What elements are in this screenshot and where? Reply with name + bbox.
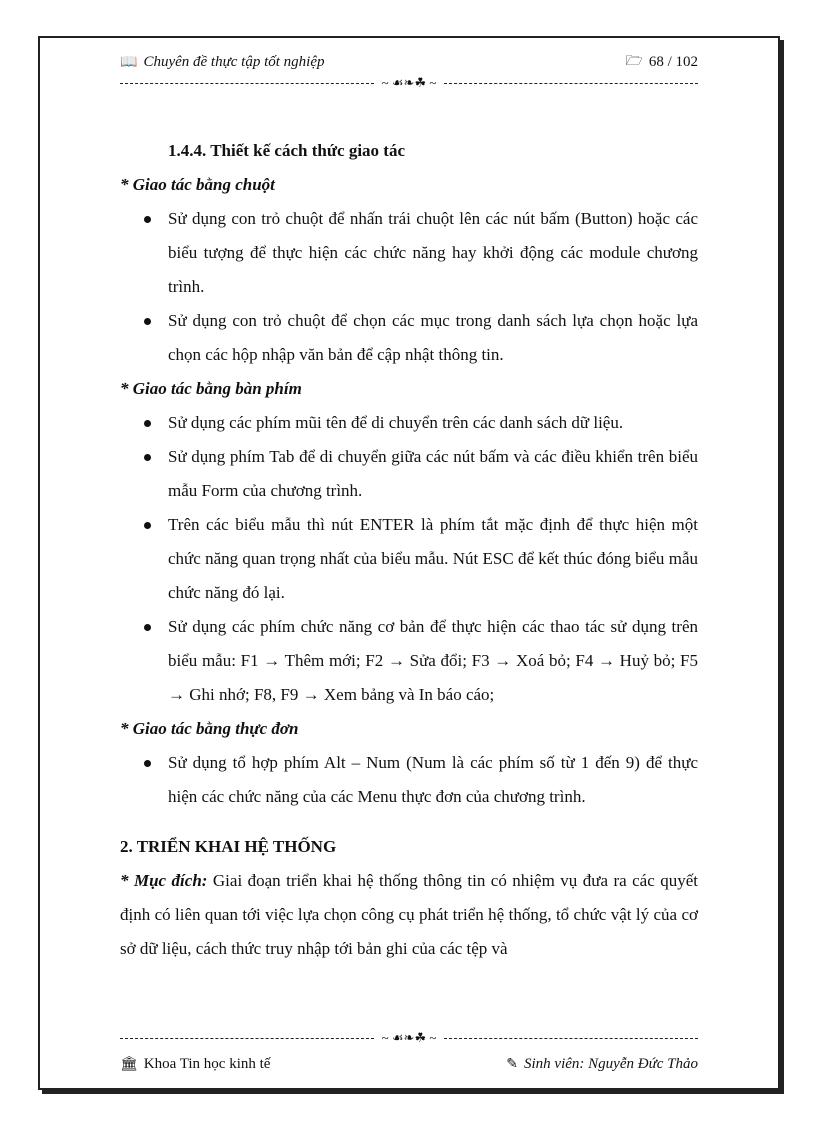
book-icon: 📖 [120,54,138,70]
bullet-icon [144,760,151,767]
purpose-paragraph [120,864,698,966]
group-title-keyboard: * Giao tác bằng bàn phím [120,379,302,398]
list-item: Trên các biểu mẫu thì nút ENTER là phím tắt mặc định để thực hiện một chức năng quan trọng nhất của biểu mẫu. Nút ESC để kết thúc đóng biểu mẫu chức năng đó lại. [120,508,698,610]
building-icon: 🏛 [120,1056,138,1072]
divider-ornament: ~ ☙❧☘ ~ [381,75,437,90]
folder-icon: 🗁 [625,54,643,69]
bullet-icon [144,318,151,325]
menu-list [120,746,698,814]
mouse-list [120,202,698,372]
bullet-icon [144,522,151,529]
header-divider [120,76,698,90]
faculty-name: Khoa Tin học kinh tế [143,1055,271,1072]
list-item: Sử dụng phím Tab để di chuyển giữa các nút bấm và các điều khiển trên biểu mẫu Form của chương trình. [120,440,698,508]
list-item: Sử dụng con trỏ chuột để chọn các mục trong danh sách lựa chọn hoặc lựa chọn các hộp nhập văn bản để cập nhật thông tin. [120,304,698,372]
group-title-menu: * Giao tác bằng thực đơn [120,719,299,738]
list-item: Sử dụng các phím mũi tên để di chuyển trên các danh sách dữ liệu. [120,406,698,440]
page-footer [120,1054,698,1074]
list-item: Sử dụng tổ hợp phím Alt – Num (Num là các phím số từ 1 đến 9) để thực hiện các chức năng của các Menu thực đơn của chương trình. [120,746,698,814]
page-number: 68 / 102 [648,53,698,70]
bullet-icon [144,454,151,461]
footer-divider [120,1031,698,1045]
bullet-icon [144,624,151,631]
section-heading: 1.4.4. Thiết kế cách thức giao tác [168,141,406,160]
student-name: Sinh viên: Nguyễn Đức Thảo [524,1055,698,1072]
bullet-icon [144,420,151,427]
page-body [120,136,698,966]
header-title: Chuyên đề thực tập tốt nghiệp [143,53,325,70]
keyboard-list [120,406,698,712]
section2-heading: 2. TRIỂN KHAI HỆ THỐNG [120,837,337,856]
bullet-icon [144,216,151,223]
divider-ornament: ~ ☙❧☘ ~ [381,1030,437,1045]
list-item: Sử dụng con trỏ chuột để nhấn trái chuột lên các nút bấm (Button) hoặc các biểu tượng để thực hiện các chức năng hay khởi động các module chương trình. [120,202,698,304]
purpose-text: Giai đoạn triển khai hệ thống thông tin có nhiệm vụ đưa ra các quyết định có liên quan tới việc lựa chọn công cụ phát triển hệ thống, tổ chức vật lý của cơ sở dữ liệu, cách thức truy nhập tới bản ghi của các tệp và [120,871,698,958]
group-title-mouse: * Giao tác bằng chuột [120,175,275,194]
page-header [120,52,698,72]
pen-icon: ✎ [506,1056,519,1072]
purpose-label: * Mục đích: [120,871,208,890]
list-item: Sử dụng các phím chức năng cơ bản để thực hiện các thao tác sử dụng trên biểu mẫu: F1 → Thêm mới; F2 → Sửa đổi; F3 → Xoá bỏ; F4 → Huỷ bỏ; F5 → Ghi nhớ; F8, F9 → Xem bảng và In báo cáo; [120,610,698,712]
